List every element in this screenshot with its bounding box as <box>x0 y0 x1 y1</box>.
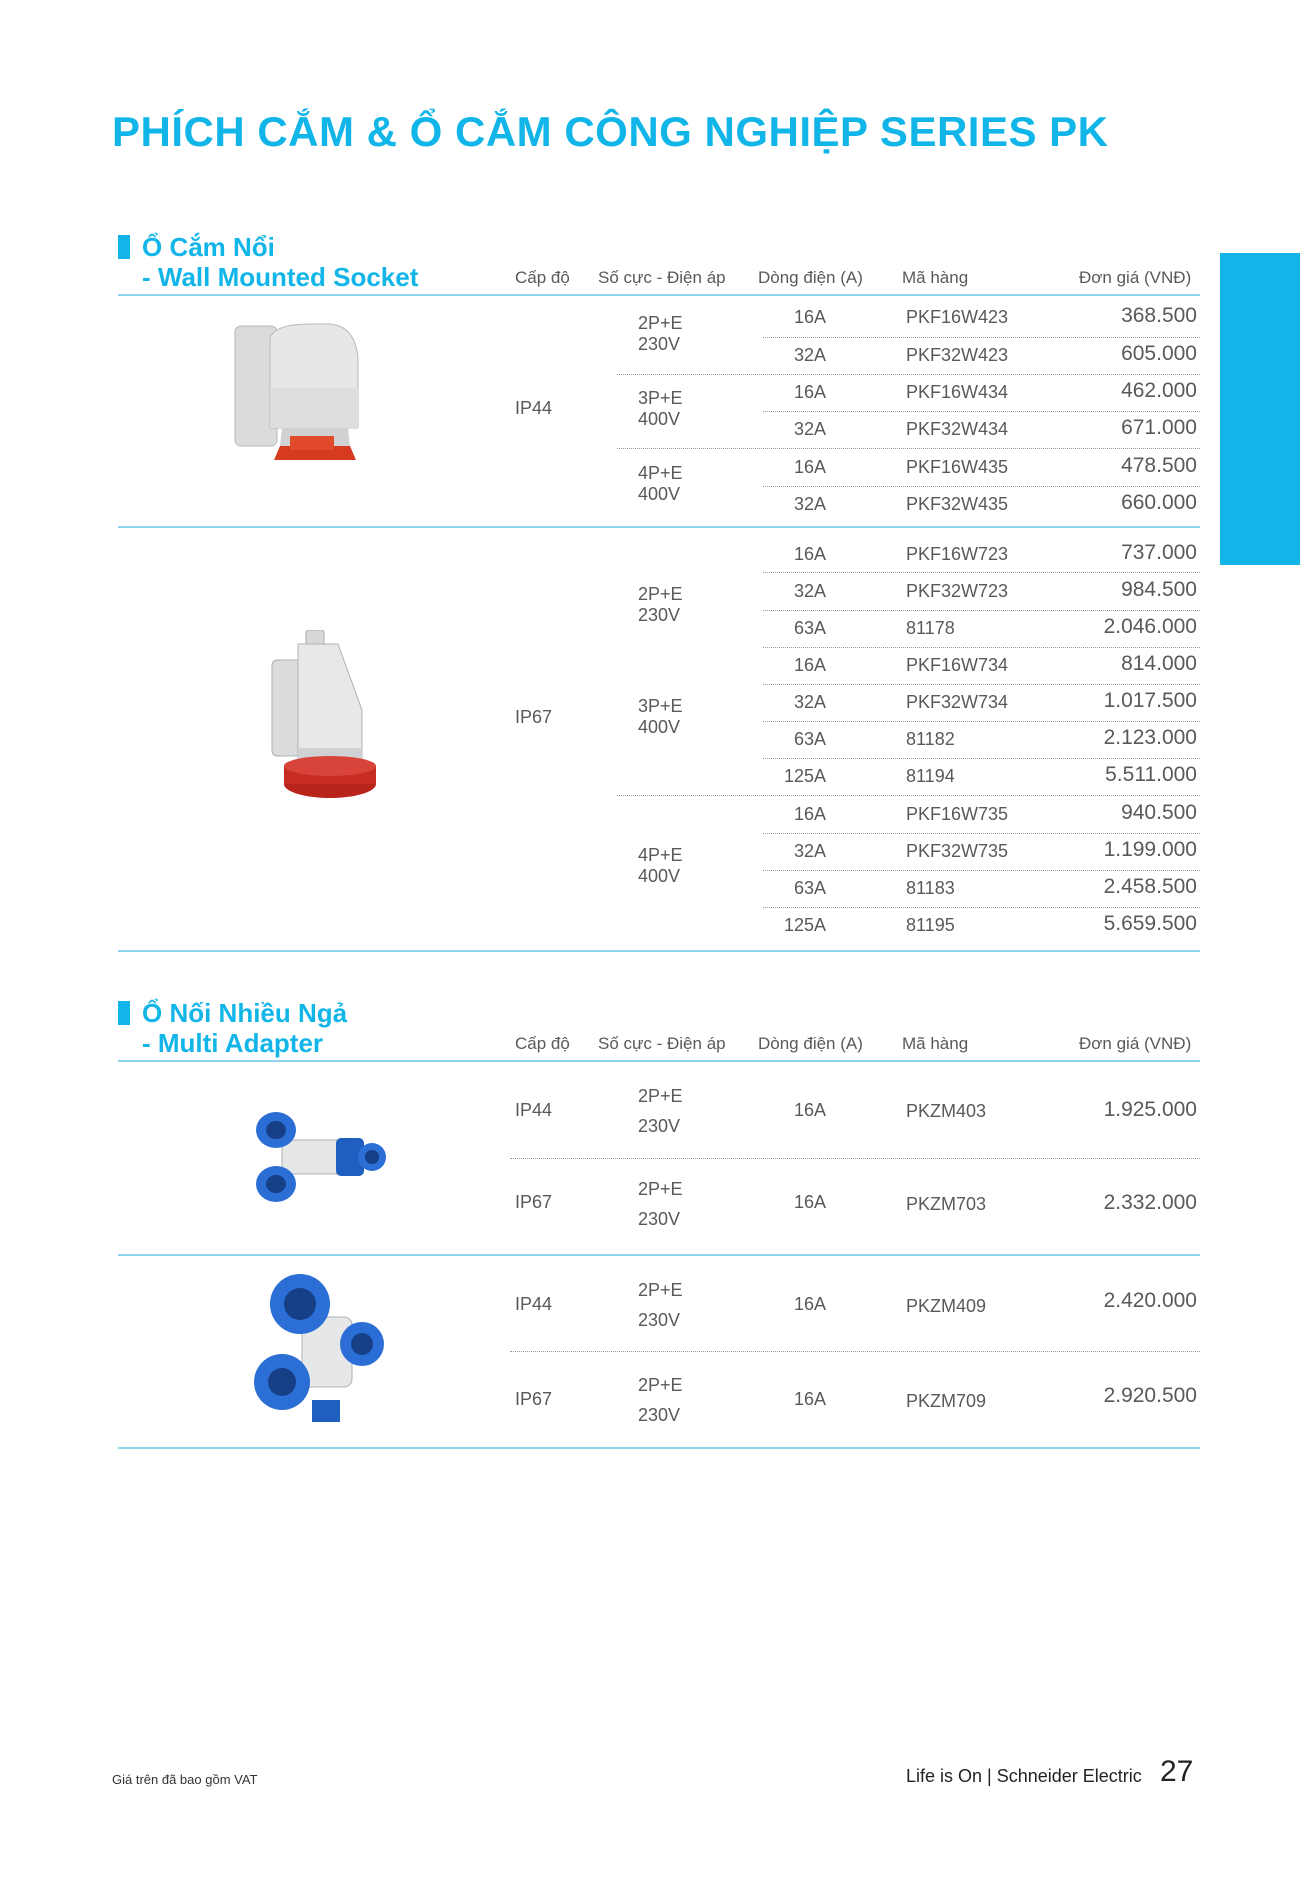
page-title: PHÍCH CẮM & Ổ CẮM CÔNG NGHIỆP SERIES PK <box>112 108 1109 155</box>
group-divider <box>617 374 1200 375</box>
current: 16A <box>794 1389 827 1409</box>
row-divider <box>763 486 1200 487</box>
poles: 3P+E <box>638 388 683 408</box>
current: 125A <box>784 766 827 786</box>
product-code: 81183 <box>906 878 955 898</box>
section-side-tab <box>1220 253 1300 565</box>
product-code: PKF16W434 <box>906 382 1009 402</box>
current: 63A <box>794 618 827 638</box>
price: 1.017.500 <box>1103 689 1197 712</box>
group-separator <box>118 526 1200 528</box>
voltage: 230V <box>638 1209 681 1229</box>
current: 16A <box>794 307 827 327</box>
vat-note: Giá trên đã bao gồm VAT <box>112 1772 258 1787</box>
table-header-rule <box>118 294 1200 296</box>
section-end-rule <box>118 1447 1200 1449</box>
heading-marker <box>118 1001 130 1025</box>
current: 16A <box>794 804 827 824</box>
poles: 2P+E <box>638 1280 683 1300</box>
group-divider <box>617 448 1200 449</box>
price: 671.000 <box>1121 416 1197 439</box>
price: 368.500 <box>1121 304 1197 327</box>
product-code: PKF16W734 <box>906 655 1009 675</box>
row-divider <box>763 721 1200 722</box>
voltage: 230V <box>638 1310 681 1330</box>
current: 16A <box>794 382 827 402</box>
col-header-level: Cấp độ <box>515 1034 570 1053</box>
product-code: PKF32W423 <box>906 345 1009 365</box>
product-code: PKF32W735 <box>906 841 1009 861</box>
price: 478.500 <box>1121 454 1197 477</box>
col-header-current: Dòng điện (A) <box>758 268 863 287</box>
current: 16A <box>794 1192 827 1212</box>
price: 5.659.500 <box>1103 912 1197 935</box>
price: 2.458.500 <box>1103 875 1197 898</box>
group-divider <box>617 795 1200 796</box>
heading-marker <box>118 235 130 259</box>
product-code: PKF32W435 <box>906 494 1009 514</box>
section-title-en: - Multi Adapter <box>142 1028 324 1058</box>
product-code: PKZM703 <box>906 1194 987 1214</box>
col-header-price: Đơn giá (VNĐ) <box>1079 1034 1192 1053</box>
product-code: PKF32W723 <box>906 581 1009 601</box>
row-divider <box>763 870 1200 871</box>
wall-socket-ip67-image <box>268 630 378 802</box>
row-divider <box>763 907 1200 908</box>
product-code: PKZM403 <box>906 1101 987 1121</box>
col-header-code: Mã hàng <box>902 1034 969 1053</box>
product-code: PKF16W723 <box>906 544 1009 564</box>
price: 2.920.500 <box>1103 1384 1197 1407</box>
product-code: PKZM409 <box>906 1296 987 1316</box>
col-header-code: Mã hàng <box>902 268 969 287</box>
product-code: 81178 <box>906 618 955 638</box>
voltage: 230V <box>638 1405 681 1425</box>
voltage: 230V <box>638 334 681 354</box>
price: 2.332.000 <box>1103 1191 1197 1214</box>
voltage: 400V <box>638 866 681 886</box>
col-header-current: Dòng điện (A) <box>758 1034 863 1053</box>
col-header-poles: Số cực - Điện áp <box>598 1034 726 1053</box>
current: 16A <box>794 1294 827 1314</box>
level: IP44 <box>515 1100 553 1120</box>
product-code: 81182 <box>906 729 955 749</box>
table-header-rule <box>118 1060 1200 1062</box>
voltage: 400V <box>638 717 681 737</box>
poles: 4P+E <box>638 463 683 483</box>
multi-adapter-2-image <box>252 1272 387 1427</box>
section-end-rule <box>118 950 1200 952</box>
row-divider <box>763 337 1200 338</box>
col-header-price: Đơn giá (VNĐ) <box>1079 268 1192 287</box>
level-ip44: IP44 <box>515 398 553 418</box>
product-code: PKF16W423 <box>906 307 1009 327</box>
price: 605.000 <box>1121 342 1197 365</box>
section-title-en: - Wall Mounted Socket <box>142 262 419 292</box>
poles: 2P+E <box>638 313 683 333</box>
level: IP67 <box>515 1192 553 1212</box>
poles: 2P+E <box>638 584 683 604</box>
price: 984.500 <box>1121 578 1197 601</box>
voltage: 230V <box>638 605 681 625</box>
poles: 2P+E <box>638 1086 683 1106</box>
row-divider <box>510 1158 1200 1159</box>
voltage: 400V <box>638 409 681 429</box>
page-number: 27 <box>1160 1755 1194 1788</box>
current: 32A <box>794 581 827 601</box>
current: 63A <box>794 729 827 749</box>
price: 5.511.000 <box>1105 763 1197 786</box>
current: 125A <box>784 915 827 935</box>
wall-socket-ip44-image <box>230 318 395 468</box>
poles: 4P+E <box>638 845 683 865</box>
price: 2.420.000 <box>1103 1289 1197 1312</box>
row-divider <box>763 758 1200 759</box>
current: 32A <box>794 841 827 861</box>
price: 737.000 <box>1121 541 1197 564</box>
brand-tagline: Life is On | Schneider Electric <box>906 1766 1142 1786</box>
group-separator <box>118 1254 1200 1256</box>
row-divider <box>763 572 1200 573</box>
poles: 2P+E <box>638 1375 683 1395</box>
section-title-vi: Ổ Nối Nhiều Ngả <box>142 998 348 1028</box>
poles: 2P+E <box>638 1179 683 1199</box>
row-divider <box>763 411 1200 412</box>
poles: 3P+E <box>638 696 683 716</box>
current: 16A <box>794 457 827 477</box>
level-ip67: IP67 <box>515 707 553 727</box>
product-code: 81194 <box>906 766 955 786</box>
current: 16A <box>794 655 827 675</box>
row-divider <box>763 684 1200 685</box>
row-divider <box>763 833 1200 834</box>
price: 2.046.000 <box>1103 615 1197 638</box>
current: 32A <box>794 419 827 439</box>
section-title-vi: Ổ Cắm Nổi <box>142 232 275 262</box>
current: 32A <box>794 345 827 365</box>
current: 32A <box>794 494 827 514</box>
voltage: 400V <box>638 484 681 504</box>
level: IP44 <box>515 1294 553 1314</box>
row-divider <box>763 647 1200 648</box>
product-code: PKF16W735 <box>906 804 1009 824</box>
level: IP67 <box>515 1389 553 1409</box>
product-code: PKF32W734 <box>906 692 1009 712</box>
product-code: 81195 <box>906 915 955 935</box>
price: 1.925.000 <box>1103 1098 1197 1121</box>
current: 16A <box>794 544 827 564</box>
product-code: PKF32W434 <box>906 419 1009 439</box>
price: 1.199.000 <box>1103 838 1197 861</box>
row-divider <box>510 1351 1200 1352</box>
current: 32A <box>794 692 827 712</box>
col-header-poles: Số cực - Điện áp <box>598 268 726 287</box>
product-code: PKZM709 <box>906 1391 987 1411</box>
price: 940.500 <box>1121 801 1197 824</box>
price: 660.000 <box>1121 491 1197 514</box>
product-code: PKF16W435 <box>906 457 1009 477</box>
col-header-level: Cấp độ <box>515 268 570 287</box>
price: 462.000 <box>1121 379 1197 402</box>
voltage: 230V <box>638 1116 681 1136</box>
price: 814.000 <box>1121 652 1197 675</box>
row-divider <box>763 610 1200 611</box>
price: 2.123.000 <box>1103 726 1197 749</box>
current: 63A <box>794 878 827 898</box>
current: 16A <box>794 1100 827 1120</box>
multi-adapter-1-image <box>252 1110 387 1205</box>
